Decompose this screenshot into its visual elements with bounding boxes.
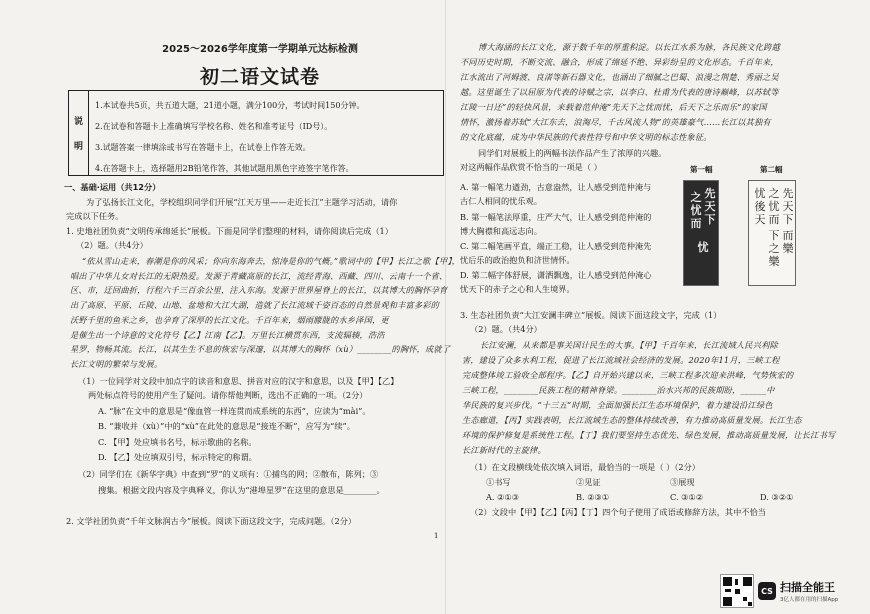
- calligraphy-label-1: 第一幅: [690, 165, 713, 174]
- option-a-cont: 古仁人相同的忧乐观。: [460, 196, 542, 206]
- option-c: C. 【甲】处应填书名号，标示歌曲的名称。: [98, 437, 257, 447]
- instructions-list: [89, 91, 443, 175]
- intro-line: 为了弘扬长江文化，学校组织同学们开展“江天万里——走近长江”主题学习活动，请你: [86, 197, 398, 207]
- instructions-box: [68, 90, 444, 176]
- section-heading: 一、基础·运用（共12分）: [64, 182, 161, 192]
- passage-line: 环境的保护修复是系统性工程。【丁】我们要坚持生态优先、绿色发展，推动高质量发展，让长江书写: [462, 430, 836, 440]
- option-a: A. “脉”在文中的意思是“像血管一样连贯而成系统的东西”，应读为“mài”。: [98, 406, 371, 416]
- word-3: ③展现: [670, 477, 695, 487]
- instruction-item: 3.试题答案一律填涂或书写在答题卡上，在试卷上作答无效。: [95, 143, 311, 152]
- passage-line: 长江新时代的主旋律。: [462, 445, 546, 455]
- instruction-item: 1.本试卷共5页，共五道大题，21道小题，满分100分，考试时间150分钟。: [95, 101, 365, 110]
- question-1-sub: （2）题。（共4分）: [76, 240, 148, 250]
- passage-line: 江陵一日还”的轻快风景，来载着范仲淹“先天下之忧而忧，后天下之乐而乐”的家国: [460, 102, 767, 112]
- page-fold: [445, 0, 446, 614]
- passage-line: 长江安澜，从来都是事关国计民生的大事。【甲】千百年来，长江流域人民兴利除: [480, 340, 778, 350]
- word-2: ②见证: [576, 477, 601, 487]
- word-1: ①书写: [486, 477, 511, 487]
- instructions-label: [69, 91, 89, 175]
- option-a: A. ②①③: [486, 492, 520, 502]
- passage-line: 江水流出了河姆渡、良渚等新石器文化，也涵出了细腻之巴蜀、浪漫之荆楚、秀丽之吴: [460, 72, 779, 82]
- option-d-cont: 忧天下的赤子之心和人生境界。: [460, 284, 575, 294]
- calligraphy-column: 之 忧 而: [768, 187, 780, 226]
- question-3-2: （2）文段中【甲】【乙】【丙】【丁】四个句子使用了成语或修辞方法，其中不恰当: [470, 507, 766, 517]
- passage-line: 生态廊道，【丙】实践表明，长江流域生态的整体持续改善，有力推动高质量发展。长江生态: [462, 415, 802, 425]
- passage-line: 情怀，激扬着苏轼“大江东去，浪淘尽，千古风流人物”的英雄豪气……长江以其独有: [460, 117, 771, 127]
- calligraphy-column: 忧 後 天: [754, 187, 766, 226]
- calligraphy-column: 之 忧 而: [690, 191, 702, 230]
- question-1-2: （2）同学们在《新华字典》中查到“罗”的义项有：①捕鸟的网；②散布，陈列；③: [78, 469, 379, 479]
- passage-line: 华民族的复兴步伐。“十三五”时期，全面加强长江生态环境保护，着力建设沿江绿色: [462, 400, 773, 410]
- calligraphy-label-2: 第二幅: [760, 165, 783, 174]
- question-3-heading: 3. 生态社团负责“大江安澜丰碑立”展板。阅读下面这段文字，完成（1）: [460, 310, 722, 320]
- passage-line: 的文化底蕴，成为中华民族的代表性符号和中华文明的标志性象征。: [460, 132, 712, 142]
- option-c: C. ③①②: [670, 492, 704, 502]
- brand-text: [780, 579, 838, 603]
- option-a: A. 第一幅笔力遒劲，古意盎然，让人感受到范仲淹与: [460, 182, 652, 192]
- option-c: C. 第二幅笔画平直，端正工稳，让人感受到范仲淹先: [460, 241, 652, 251]
- calligraphy-work-1: [683, 180, 719, 286]
- question-1-1-cont: 两处标点符号的使用产生了疑问。请你帮他判断，选出不正确的一项。（2分）: [88, 390, 368, 400]
- paper-title: 初二语文试卷: [199, 66, 320, 88]
- passage-line: 区、市，迂回曲折，行程六千三百余公里，注入东海。发源于世界屋脊上的长江，以其博大的胸怀孕育: [70, 285, 448, 295]
- brand-name: 扫描全能王: [780, 581, 835, 594]
- instructions-label-char: 明: [73, 142, 83, 152]
- option-c-cont: 忧后乐的政治抱负和济世情怀。: [460, 255, 575, 265]
- instruction-item: 2.在试卷和答题卡上准确填写学校名称、姓名和准考证号（ID号）。: [95, 122, 333, 131]
- question-1-2-cont: 搜集。根据文段内容及字典释义，你认为“港埠星罗”在这里的意思是________。: [98, 485, 385, 495]
- passage-line: 三峡工程，________民族工程的精神脊梁。________治水兴邦的民族期盼，______中: [462, 385, 775, 395]
- passage-line: 博大海涵的长江文化，源于数千年的厚重积淀。以长江水系为脉，各民族文化跨越: [478, 42, 780, 52]
- couplet-intro: 同学们对展板上的两幅书法作品产生了浓厚的兴趣。: [478, 148, 667, 158]
- option-d: D. 【乙】处应填双引号，标示特定的称谓。: [98, 452, 257, 462]
- option-b: B. “兼收并（xù）”中的“xù”在此处的意思是“接连不断”，应写为“续”。: [98, 421, 355, 431]
- exam-title: 2025～2026学年度第一学期单元达标检测: [162, 44, 358, 55]
- select-question: 对这两幅作品欣赏不恰当的一项是（ ）: [460, 162, 602, 172]
- passage-line: 越。这里诞生了以屈原为代表的诗赋之宗，以李白、杜甫为代表的唐诗巅峰，以苏轼等: [460, 87, 779, 97]
- instructions-label-char: 说: [73, 117, 83, 127]
- instruction-item: 4.在答题卡上，选择题用2B铅笔作答，其他试题用黑色字迹签字笔作答。: [95, 164, 354, 173]
- question-1-1: （1）一位同学对文段中加点字的读音和意思、拼音对应的汉字和意思，以及【甲】【乙】: [78, 376, 399, 386]
- calligraphy-column: 忧: [697, 241, 709, 254]
- scanner-watermark: [720, 574, 838, 608]
- option-d: D. ③②①: [760, 492, 794, 502]
- calligraphy-column: 先 天 下: [704, 187, 716, 226]
- passage-line: 沃野千里的鱼米之乡，也孕育了深厚的长江文化。千百年来，烟雨朦胧的水乡泽国，更: [70, 315, 389, 325]
- calligraphy-column: 而 樂: [782, 229, 794, 255]
- qr-code-icon: [720, 574, 754, 608]
- option-d: D. 第二幅字体舒展，潇洒飘逸，让人感受到范仲淹心: [460, 270, 652, 280]
- brand-subtitle: 3亿人都在用的扫描App: [780, 597, 839, 603]
- calligraphy-work-2: [748, 180, 796, 286]
- passage-line: 害，建设了众多水利工程，促进了长江流域社会经济的发展。2020年11月，三峡工程: [462, 355, 780, 365]
- passage-line: 唱出了中华儿女对长江的无限热爱。发源于青藏高原的长江，流经青海、西藏、四川、云南十一个省、: [70, 271, 448, 281]
- passage-line: 长江文明的繁荣与发展。: [70, 359, 163, 369]
- option-b-cont: 博大胸襟和高远志向。: [460, 226, 542, 236]
- question-2-heading: 2. 文学社团负责“千年文脉润古今”展板。阅读下面这段文字，完成问题。（2分）: [66, 516, 357, 526]
- option-b: B. ②③①: [576, 492, 610, 502]
- page-number: 1: [434, 532, 439, 540]
- passage-line: 是催生出一个诗意的文化符号【乙】江南【乙】。万里长江横贯东西，支流辐辏，浩浩: [70, 330, 385, 340]
- camscanner-logo-icon: CS: [758, 582, 776, 600]
- intro-line: 完成以下任务。: [66, 211, 124, 221]
- passage-line: “依从雪山走来，春潮是你的风采；你向东海奔去，惊涛是你的气概。”歌词中的【甲】长江之歌【甲】，: [82, 256, 461, 266]
- passage-line: 出了高原、平原、丘陵、山地、盆地和大江大湖，造就了长江流域千姿百态的自然景观和丰富多彩的: [70, 300, 440, 310]
- passage-line: 星罗，物畅其流。长江，以其生生不息的恢宏与深邃，以其博大的胸怀（xù）________的胸怀，成就了: [70, 344, 451, 354]
- passage-line: 完成整体竣工验收全部程序。【乙】自开始兴建以来，三峡工程多次迎来洪峰，气势恢宏的: [462, 370, 794, 380]
- calligraphy-column: 下 之 樂: [768, 229, 780, 268]
- calligraphy-column: 先 天 下: [782, 187, 794, 226]
- question-3-1: （1）在文段横线处依次填入词语，最恰当的一项是（ ）（2分）: [470, 462, 700, 472]
- passage-line: 不同历史时期，不断交流、融合，形成了绵延不绝、异彩纷呈的文化形态。千百年来，: [460, 57, 779, 67]
- option-b: B. 第一幅笔法厚重，庄严大气，让人感受到范仲淹的: [460, 212, 652, 222]
- question-3-sub: （2）题。（共4分）: [470, 324, 542, 334]
- question-1-heading: 1. 史地社团负责“文明传承绵延长”展板。下面是同学们整理的材料，请你阅读后完成（1）: [66, 226, 393, 236]
